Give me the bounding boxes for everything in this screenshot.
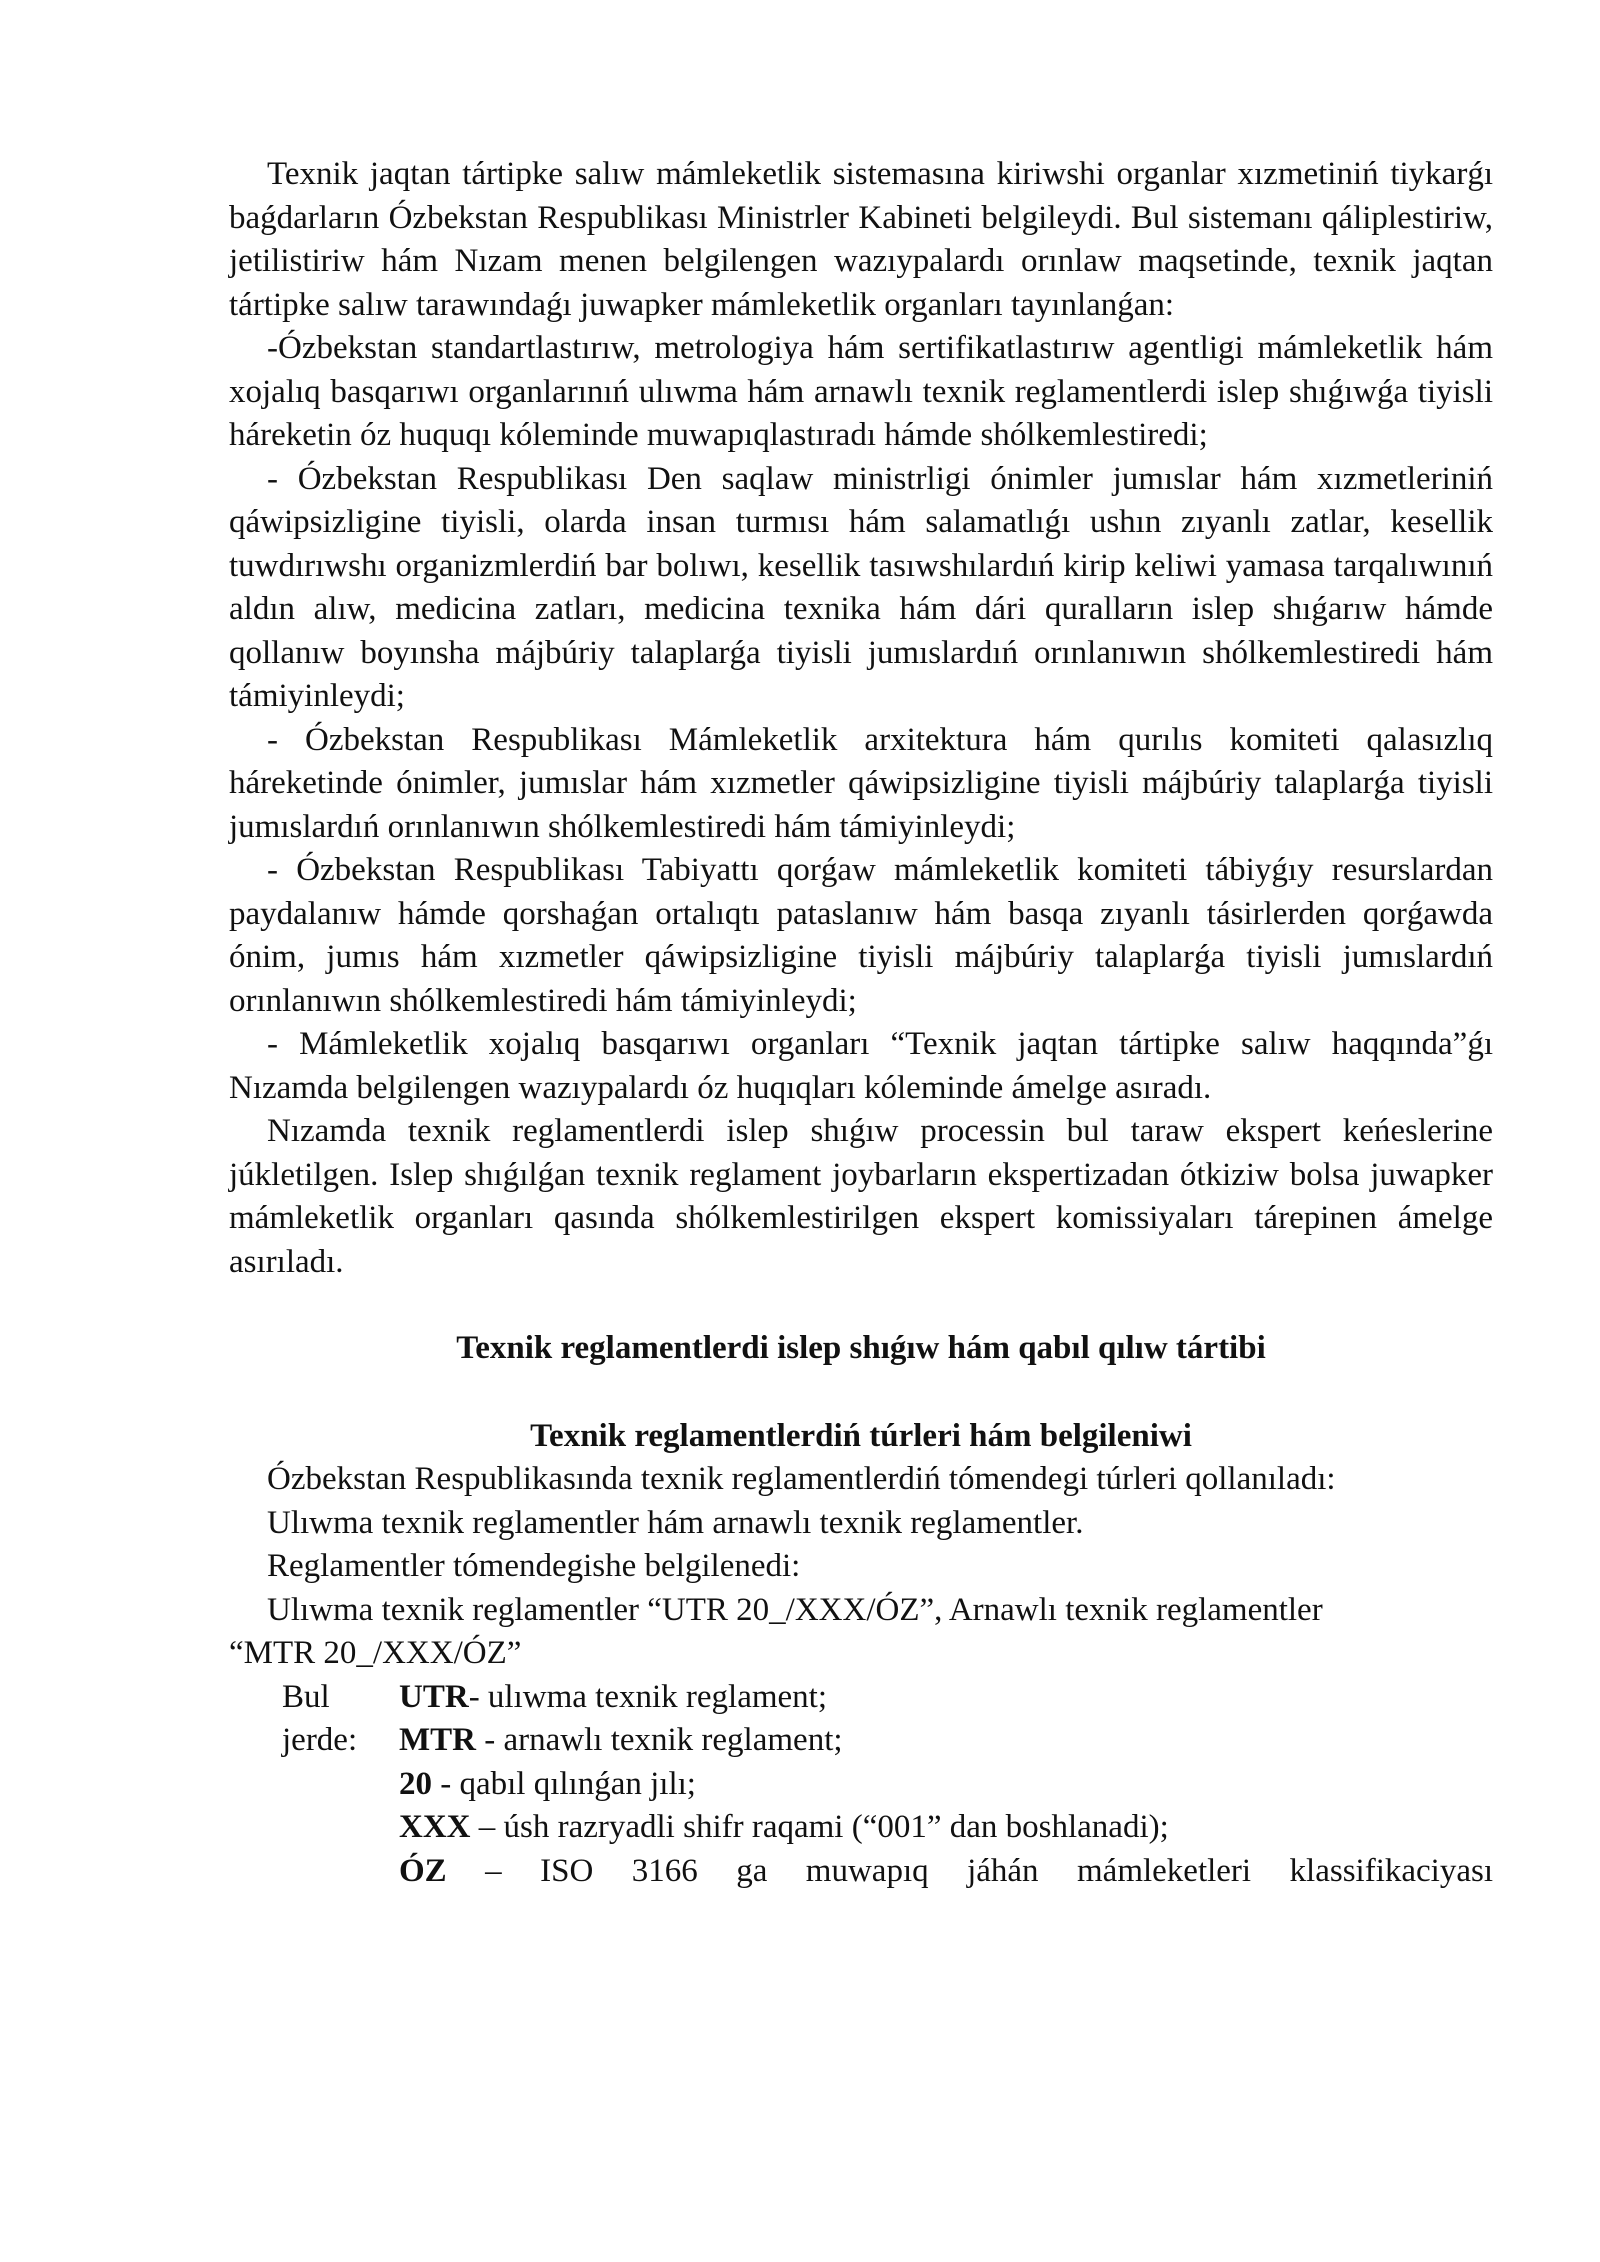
definition-key: UTR [399,1678,469,1715]
definition-text: – ISO 3166 ga muwapıq jáhán mámleketleri klassifikaciyası [446,1852,1493,1889]
document-page [229,153,1493,1893]
text-line: Ózbekstan Respublikasında texnik reglamentlerdiń tómendegi túrleri qollanıladı: [267,1461,1336,1497]
definition-item [399,1850,1493,1894]
paragraph-health-ministry: - Ózbekstan Respublikası Den saqlaw ministrligi ónimler jumıslar hám xızmetleriniń qáwipsizligine tiyisli, olarda insan turmısı hám salamatlıǵı ushın zıyanlı zatlar, kesellik tuwdırıwshı organizmlerdiń bar bolıwı, kesellik tasıwshılardıń kirip keliwi yamasa tarqalıwınıń aldın alıw, medicina zatları, medicina texnika hám dári quralların islep shıǵarıw hámde qollanıw boyınsha májbúriy talaplarǵa tiyisli jumıslardıń orınlanıwın shólkemlestiredi hám támiyinleydi; [229,460,1493,714]
definition-key: ÓZ [399,1852,447,1889]
definition-key: 20 [399,1765,432,1802]
paragraph-standardization-agency: -Ózbekstan standartlastırıw, metrologiya hám sertifikatlastırıw agentligi mámleketlik hám xojalıq basqarıwı organlarınıń ulıwma hám arnawlı texnik reglamentlerdi islep shıǵıwǵa tiyisli háreketin óz huquqı kóleminde muwapıqlastıradı hámde shólkemlestiredi; [229,330,1493,453]
subsection-heading: Texnik reglamentlerdiń túrleri hám belgileniwi [530,1417,1192,1454]
text-line: Ulıwma texnik reglamentler hám arnawlı texnik reglamentler. [267,1504,1084,1541]
paragraph-state-bodies: - Mámleketlik xojalıq basqarıwı organları “Texnik jaqtan tártipke salıw haqqında”ǵı Nızamda belgilengen wazıypalardı óz huqıqları kóleminde ámelge asıradı. [229,1026,1493,1106]
section-heading: Texnik reglamentlerdi islep shıǵıw hám qabıl qılıw tártibi [456,1330,1266,1366]
definition-item [399,1676,1493,1720]
definition-item [399,1806,1493,1850]
definition-item [399,1763,1493,1807]
definition-text: - arnawlı texnik reglament; [476,1722,843,1758]
definition-text: – úsh razryadli shifr raqami (“001” dan boshlanadi); [470,1809,1169,1845]
definition-key: XXX [399,1809,471,1845]
text-line: Reglamentler tómendegishe belgilenedi: [267,1548,801,1584]
definition-list [399,1676,1493,1894]
definition-key: MTR [399,1722,476,1758]
definition-text: - qabıl qılınǵan jılı; [432,1765,696,1802]
text-line-continuation: “MTR 20_/XXX/ÓZ” [229,1635,522,1671]
text-line: Ulıwma texnik reglamentler “UTR 20_/XXX/ÓZ”, Arnawlı texnik reglamentler [267,1591,1323,1628]
definition-item [399,1719,1493,1763]
paragraph-intro: Texnik jaqtan tártipke salıw mámleketlik sistemasına kiriwshi organlar xızmetiniń tiykarǵı baǵdarların Ózbekstan Respublikası Ministrler Kabineti belgileydi. Bul sistemanı qáliplestiriw, jetilistiriw hám Nızam menen belgilengen wazıypalardı orınlaw maqsetinde, texnik jaqtan tártipke salıw tarawındaǵı juwapker mámleketlik organları tayınlanǵan: [229,156,1493,323]
paragraph-expert-councils: Nızamda texnik reglamentlerdi islep shıǵıw processin bul taraw ekspert keńeslerine júkletilgen. Islep shıǵılǵan texnik reglament joybarların ekspertizadan ótkiziw bolsa juwapker mámleketlik organları qasında shólkemlestirilgen ekspert komissiyaları tárepinen ámelge asırıladı. [229,1113,1493,1280]
paragraph-architecture-committee: - Ózbekstan Respublikası Mámleketlik arxitektura hám qurılıs komiteti qalasızlıq háreketinde ónimler, jumıslar hám xızmetler qáwipsizligine tiyisli májbúriy talaplarǵa tiyisli jumıslardıń orınlanıwın shólkemlestiredi hám támiyinleydi; [229,721,1493,845]
definition-label: Bul jerde: [282,1678,358,1758]
definition-block [229,1676,1493,1894]
paragraph-nature-committee: - Ózbekstan Respublikası Tabiyattı qorǵaw mámleketlik komiteti tábiyǵıy resurslardan paydalanıw hámde qorshaǵan ortalıqtı pataslanıw hám basqa zıyanlı tásirlerden qorǵawda ónim, jumıs hám xızmetler qáwipsizligine tiyisli májbúriy talaplarǵa tiyisli jumıslardıń orınlanıwın shólkemlestiredi hám támiyinleydi; [229,852,1493,1019]
definition-text: - ulıwma texnik reglament; [468,1678,827,1715]
